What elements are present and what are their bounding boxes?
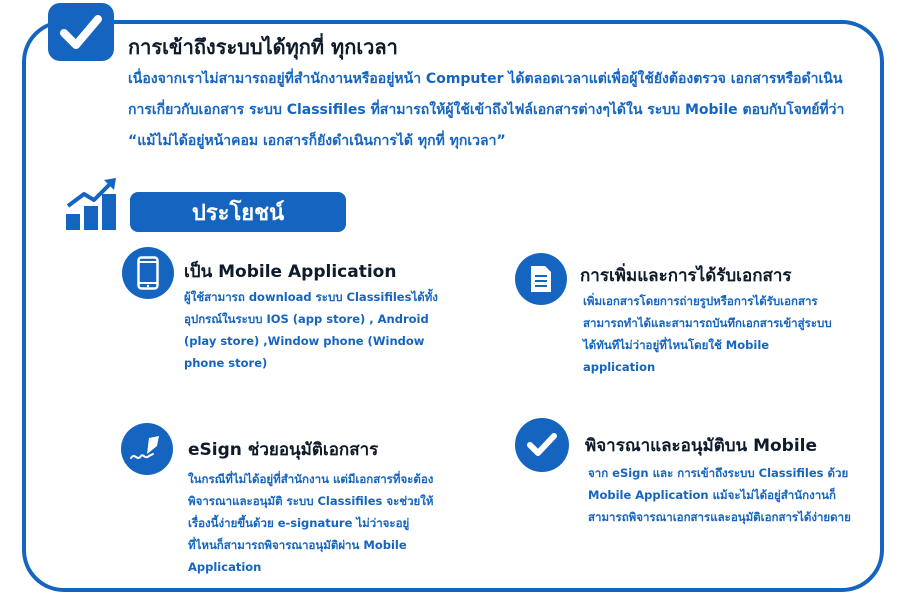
page-title: การเข้าถึงระบบได้ทุกที่ ทุกเวลา: [128, 35, 398, 59]
growth-chart-icon: [64, 176, 124, 236]
document-icon: [515, 253, 567, 305]
feature-description: ผู้ใช้สามารถ download ระบบ Classifilesได้ทั้งอุปกรณ์ในระบบ IOS (app store) , Android (play store) ,Window phone (Window phone store): [184, 290, 438, 370]
checkmark-icon: [515, 418, 569, 472]
feature-description: ในกรณีที่ไม่ได้อยู่ที่สำนักงาน แต่มีเอกสารที่จะต้องพิจารณาและอนุมัติ ระบบ Classifiles จะช่วยให้เรื่องนี้ง่ายขึ้นด้วย e-signature ไม่ว่าจะอยู่ที่ไหนก็สามารถพิจารณาอนุมัติผ่าน Mobile Application: [188, 472, 434, 574]
smartphone-icon: [122, 247, 174, 299]
intro-text: เนื่องจากเราไม่สามารถอยู่ที่สำนักงานหรืออยู่หน้า Computer ได้ตลอดเวลาแต่เพื่อผู้ใช้ยังต้องตรวจ เอกสารหรือดำเนินการเกี่ยวกับเอกสาร ระบบ Classifiles ที่สามารถให้ผู้ใช้เข้าถึงไฟล์เอกสารต่างๆได้ใน ระบบ Mobile ตอบกับโจทย์ที่ว่า “แม้ไม่ได้อยู่หน้าคอม เอกสารก็ยังดำเนินการได้ ทุกที่ ทุกเวลา”: [128, 71, 845, 149]
checkmark-badge-icon: [48, 3, 114, 61]
feature-description: จาก eSign และ การเข้าถึงระบบ Classifiles ด้วย Mobile Application แม้จะไม่ได้อยู่สำนักงานก็สามารถพิจารณาเอกสารและอนุมัติเอกสารได้ง่ายดาย: [588, 466, 851, 524]
feature-title: การเพิ่มและการได้รับเอกสาร: [580, 266, 792, 286]
feature-title: พิจารณาและอนุมัติบน Mobile: [585, 436, 818, 456]
feature-description: เพิ่มเอกสารโดยการถ่ายรูปหรือการได้รับเอกสารสามารถทำได้และสามารถบันทึกเอกสารเข้าสู่ระบบได้ทันทีไม่ว่าอยู่ที่ไหนโดยใช้ Mobile application: [583, 294, 832, 374]
feature-title: eSign ช่วยอนุมัติเอกสาร: [188, 440, 379, 460]
feature-title: เป็น Mobile Application: [184, 262, 397, 282]
benefits-heading: ประโยชน์: [130, 192, 346, 232]
pen-signature-icon: [121, 423, 173, 475]
